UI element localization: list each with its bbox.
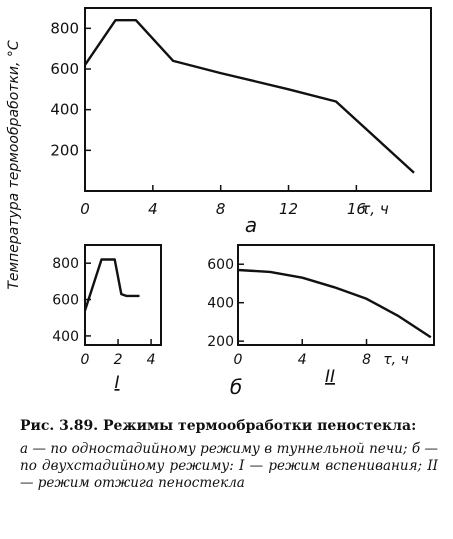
panel-a-chart <box>50 8 431 218</box>
panel-a-label: а <box>244 213 258 237</box>
caption-text: а — по одностадийному режиму в туннельной печи; б — по двухстадийному режиму: I — режим вспенивания; II — режим отжига пеностекла <box>20 441 438 491</box>
b2-x-tick-label: 0 <box>233 352 243 368</box>
panel-b2-frame <box>238 245 434 345</box>
b2-x-unit-label: τ, ч <box>383 352 409 368</box>
a-x-unit-label: τ, ч <box>361 200 389 218</box>
a-y-tick-label: 200 <box>50 141 79 160</box>
a-x-tick-label: 4 <box>148 200 158 218</box>
b1-y-tick-label: 400 <box>52 328 79 345</box>
b2-y-tick-label: 200 <box>207 334 234 351</box>
panel-b2-chart <box>207 245 434 368</box>
b2-y-tick-label: 600 <box>207 257 234 274</box>
panel-b1-label: I <box>114 373 120 393</box>
b2-x-tick-label: 4 <box>297 352 307 368</box>
panel-a-frame <box>85 8 431 191</box>
b2-x-tick-label: 8 <box>362 352 371 368</box>
a-y-tick-label: 600 <box>50 60 79 78</box>
b1-x-tick-label: 4 <box>146 352 156 368</box>
a-y-tick-label: 800 <box>50 19 79 38</box>
b2-series-line <box>238 270 431 337</box>
panel-b2-label: II <box>324 367 336 387</box>
b1-x-tick-label: 0 <box>80 352 90 368</box>
caption-title: Рис. 3.89. Режимы термообработки пеностекла: <box>20 418 417 434</box>
a-series-line <box>85 20 414 173</box>
a-x-tick-label: 8 <box>215 200 226 218</box>
a-x-tick-label: 16 <box>346 200 366 218</box>
b1-y-tick-label: 600 <box>52 292 79 309</box>
a-x-tick-label: 0 <box>80 200 90 218</box>
y-axis-label: Температура термообработки, °С <box>6 40 22 290</box>
panel-b-label: б <box>229 375 243 399</box>
figure-caption <box>20 418 438 492</box>
b2-y-tick-label: 400 <box>207 295 234 312</box>
b1-y-tick-label: 800 <box>52 256 79 273</box>
panel-b1-chart <box>52 245 161 368</box>
b1-series-line <box>85 260 140 311</box>
a-x-tick-label: 12 <box>278 200 299 218</box>
a-y-tick-label: 400 <box>50 100 79 119</box>
b1-x-tick-label: 2 <box>113 352 123 368</box>
